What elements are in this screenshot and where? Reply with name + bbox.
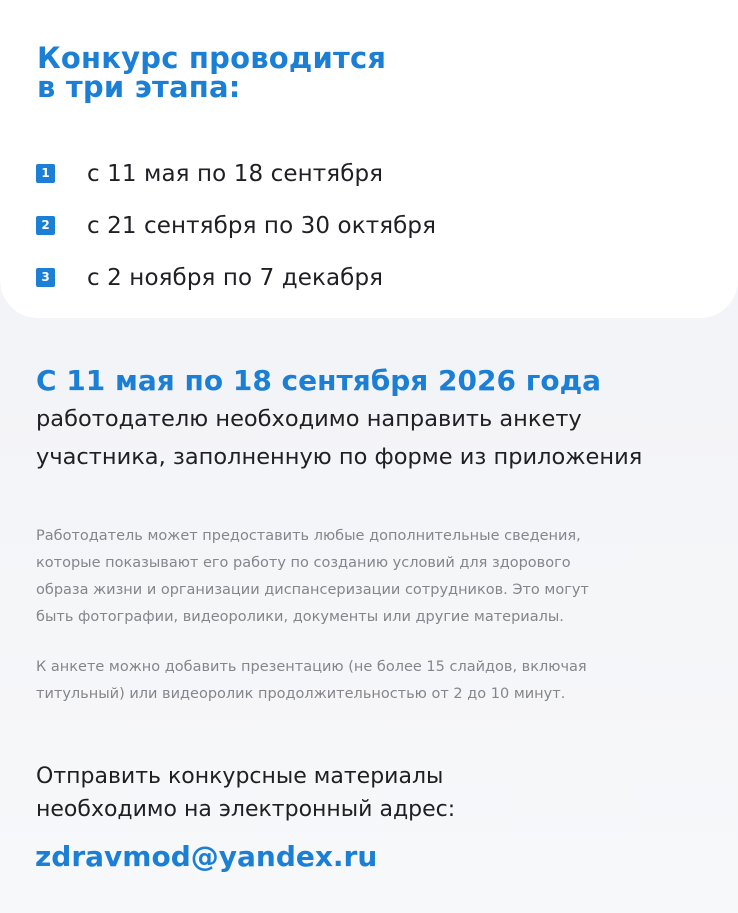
- first-stage-line-1: работодателю необходимо направить анкету: [36, 406, 582, 432]
- title-line-1: Конкурс проводится: [37, 41, 387, 75]
- stage-number-badge: 2: [36, 216, 55, 235]
- note-line: титульный) или видеоролик продолжительностью от 2 до 10 минут.: [36, 686, 566, 702]
- stage-item-1: [36, 148, 436, 200]
- contact-email-link[interactable]: zdravmod@yandex.ru: [35, 840, 378, 873]
- stages-card: [0, 0, 738, 318]
- stage-dates: с 2 ноября по 7 декабря: [87, 265, 384, 291]
- stage-item-3: [36, 252, 436, 304]
- first-stage-section: [36, 362, 716, 476]
- contest-title: [37, 41, 387, 104]
- stage-dates: с 11 мая по 18 сентября: [87, 161, 384, 187]
- note-line: быть фотографии, видеоролики, документы или другие материалы.: [36, 609, 564, 625]
- stages-list: [36, 148, 436, 304]
- note-line: К анкете можно добавить презентацию (не более 15 слайдов, включая: [36, 659, 587, 675]
- stage-number-badge: 1: [36, 164, 55, 183]
- first-stage-description: [36, 400, 716, 476]
- first-stage-line-2: участника, заполненную по форме из приложения: [36, 444, 643, 470]
- submission-line-1: Отправить конкурсные материалы: [36, 764, 444, 789]
- stage-number-badge: 3: [36, 268, 55, 287]
- note-line: которые показывают его работу по созданию условий для здорового: [36, 555, 571, 571]
- stage-dates: с 21 сентября по 30 октября: [87, 213, 437, 239]
- presentation-note: [36, 654, 716, 708]
- note-line: образа жизни и организации диспансеризации сотрудников. Это могут: [36, 582, 589, 598]
- submission-line-2: необходимо на электронный адрес:: [36, 797, 456, 822]
- first-stage-heading: С 11 мая по 18 сентября 2026 года: [36, 364, 602, 397]
- stage-item-2: [36, 200, 436, 252]
- title-line-2: в три этапа:: [37, 70, 241, 104]
- additional-info-note: [36, 523, 716, 631]
- submission-instructions: [36, 760, 455, 826]
- note-line: Работодатель может предоставить любые дополнительные сведения,: [36, 528, 581, 544]
